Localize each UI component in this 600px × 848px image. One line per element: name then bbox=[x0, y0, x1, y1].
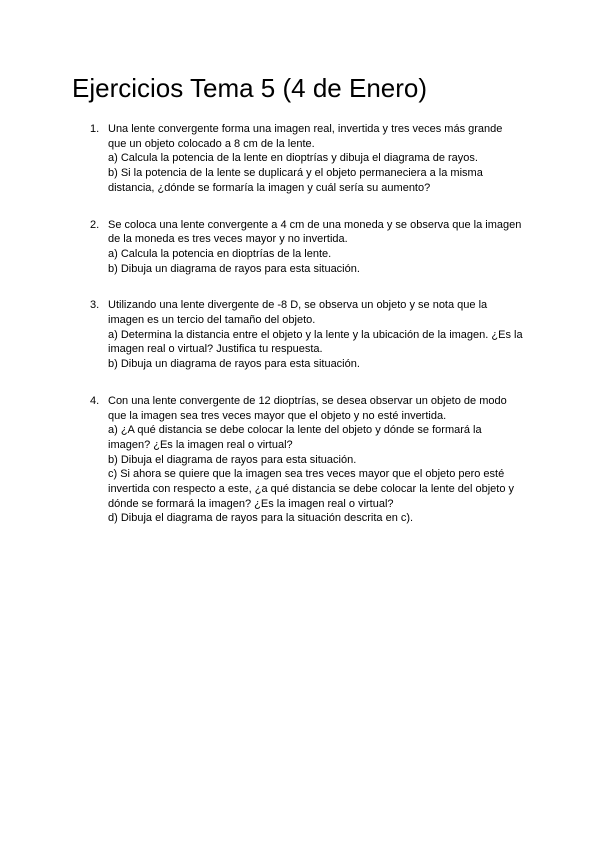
exercise-item bbox=[0, 218, 600, 277]
exercise-number: 3. bbox=[90, 299, 100, 312]
exercise-line: de la moneda es tres veces mayor y no invertida. bbox=[108, 233, 348, 246]
exercise-line: imagen? ¿Es la imagen real o virtual? bbox=[108, 438, 293, 451]
exercise-number: 1. bbox=[90, 123, 100, 135]
exercise-item bbox=[0, 122, 600, 196]
exercise-line: d) Dibuja el diagrama de rayos para la situación descrita en c). bbox=[108, 512, 414, 525]
exercise-line: a) Calcula la potencia de la lente en dioptrías y dibuja el diagrama de rayos. bbox=[108, 152, 478, 165]
exercise-line: Con una lente convergente de 12 dioptrías, se desea observar un objeto de modo bbox=[108, 394, 507, 407]
exercise-line: a) ¿A qué distancia se debe colocar la lente del objeto y dónde se formará la bbox=[108, 424, 482, 437]
exercise-line: distancia, ¿dónde se formaría la imagen y cuál sería su aumento? bbox=[108, 181, 431, 194]
exercise-line: dónde se formará la imagen? ¿Es la imagen real o virtual? bbox=[108, 497, 394, 510]
exercise-number: 2. bbox=[90, 218, 100, 231]
exercise-line: b) Dibuja un diagrama de rayos para esta situación. bbox=[108, 262, 360, 275]
exercise-line: invertida con respecto a este, ¿a qué distancia se debe colocar la lente del objeto y bbox=[108, 483, 515, 496]
exercise-line: b) Dibuja el diagrama de rayos para esta situación. bbox=[108, 453, 357, 466]
exercise-line: Utilizando una lente divergente de -8 D, se observa un objeto y se nota que la bbox=[108, 299, 488, 312]
exercise-text bbox=[108, 218, 528, 277]
exercise-line: imagen real o virtual? Justifica tu respuesta. bbox=[108, 343, 323, 356]
exercise-list bbox=[0, 122, 600, 548]
exercise-line: Una lente convergente forma una imagen real, invertida y tres veces más grande bbox=[108, 123, 503, 135]
page-title: Ejercicios Tema 5 (4 de Enero) bbox=[72, 73, 428, 103]
exercise-line: a) Determina la distancia entre el objeto y la lente y la ubicación de la imagen. ¿Es la bbox=[108, 328, 523, 341]
exercise-number: 4. bbox=[90, 394, 100, 407]
exercise-line: imagen es un tercio del tamaño del objeto. bbox=[108, 314, 316, 327]
exercise-item bbox=[0, 298, 600, 372]
exercise-line: Se coloca una lente convergente a 4 cm de una moneda y se observa que la imagen bbox=[108, 218, 522, 231]
exercise-line: c) Si ahora se quiere que la imagen sea tres veces mayor que el objeto pero esté bbox=[108, 468, 505, 481]
exercise-text bbox=[108, 298, 528, 372]
exercise-line: que la imagen sea tres veces mayor que el objeto y no esté invertida. bbox=[108, 409, 447, 422]
exercise-text bbox=[108, 394, 528, 526]
exercise-text bbox=[108, 122, 528, 196]
exercise-line: b) Dibuja un diagrama de rayos para esta situación. bbox=[108, 358, 360, 371]
exercise-line: que un objeto colocado a 8 cm de la lente. bbox=[108, 137, 315, 150]
exercise-line: a) Calcula la potencia en dioptrías de la lente. bbox=[108, 247, 332, 260]
exercise-line: b) Si la potencia de la lente se duplicará y el objeto permaneciera a la misma bbox=[108, 167, 483, 180]
exercise-item bbox=[0, 394, 600, 526]
